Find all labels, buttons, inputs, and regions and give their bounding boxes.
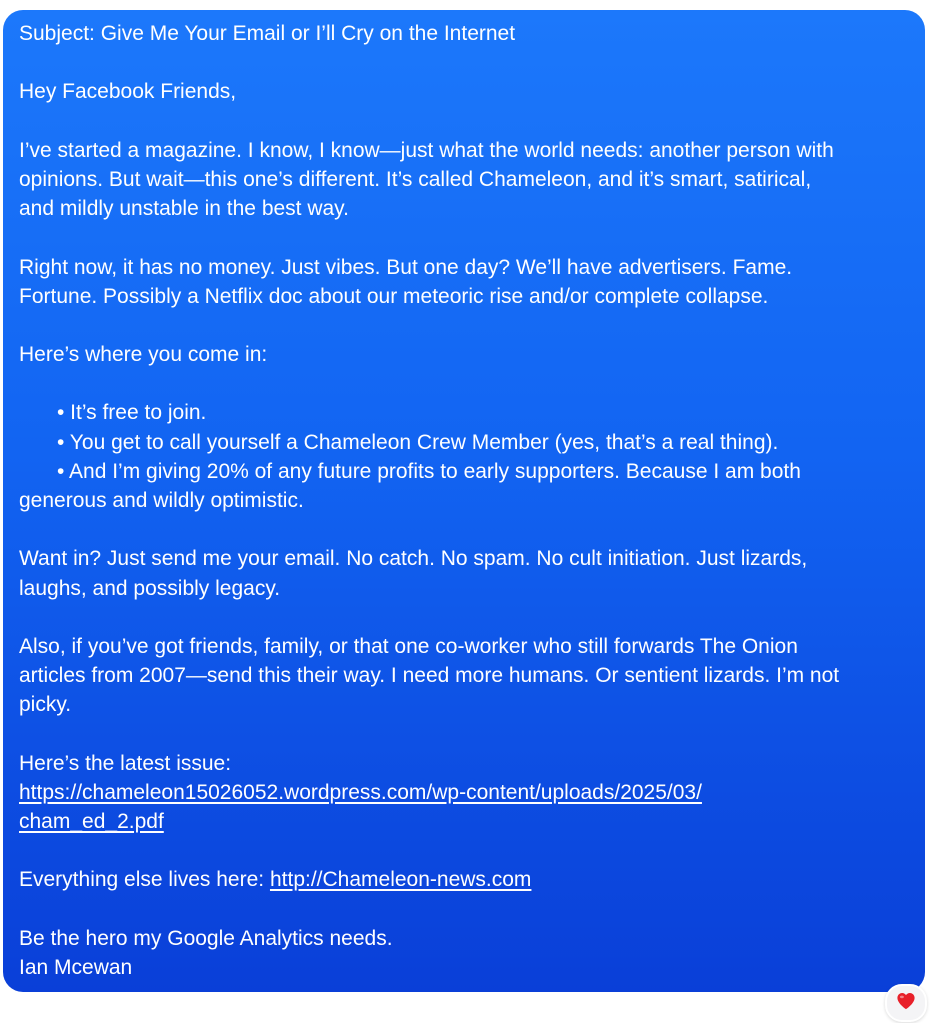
paragraph-line: I’ve started a magazine. I know, I know—just what the world needs: another person with: [19, 138, 834, 162]
subject-line: Subject: Give Me Your Email or I’ll Cry on the Internet: [19, 22, 516, 45]
paragraph-line: picky.: [19, 693, 72, 717]
paragraph-line: and mildly unstable in the best way.: [19, 197, 349, 221]
spacer: [19, 515, 911, 544]
reaction-badge[interactable]: [885, 984, 927, 1022]
paragraph-line: opinions. But wait—this one’s different. It’s called Chameleon, and it’s smart, satirical,: [19, 167, 812, 191]
greeting: Hey Facebook Friends,: [19, 80, 237, 104]
paragraph-line: Want in? Just send me your email. No catch. No spam. No cult initiation. Just lizards,: [19, 547, 808, 571]
paragraph-line: articles from 2007—send this their way. I need more humans. Or sentient lizards. I’m not: [19, 664, 840, 688]
bullet-continuation: generous and wildly optimistic.: [19, 489, 304, 512]
spacer: [19, 311, 911, 340]
spacer: [19, 603, 911, 632]
spacer: [19, 720, 911, 749]
spacer: [19, 223, 911, 252]
spacer: [19, 836, 911, 865]
paragraph-line: Right now, it has no money. Just vibes. But one day? We’ll have advertisers. Fame.: [19, 255, 793, 279]
bullet-item: • It’s free to join.: [57, 401, 207, 425]
issue-label: Here’s the latest issue:: [19, 751, 232, 775]
bullet-item: • You get to call yourself a Chameleon Crew Member (yes, that’s a real thing).: [57, 430, 779, 454]
spacer: [19, 895, 911, 924]
closing-line: Be the hero my Google Analytics needs.: [19, 926, 393, 950]
message-bubble[interactable]: [3, 10, 925, 992]
bullet-item: • And I’m giving 20% of any future profits to early supporters. Because I am both: [57, 459, 801, 483]
paragraph-line: Here’s where you come in:: [19, 343, 268, 367]
spacer: [19, 107, 911, 136]
paragraph-line: Also, if you’ve got friends, family, or that one co-worker who still forwards The Onion: [19, 634, 798, 658]
website-label: Everything else lives here:: [19, 868, 270, 892]
spacer: [19, 48, 911, 77]
paragraph-line: laughs, and possibly legacy.: [19, 576, 281, 600]
signature: Ian Mcewan: [19, 956, 133, 979]
spacer: [19, 369, 911, 398]
issue-pdf-link-continued[interactable]: cham_ed_2.pdf: [19, 810, 164, 834]
paragraph-line: Fortune. Possibly a Netflix doc about our meteoric rise and/or complete collapse.: [19, 284, 769, 308]
website-link[interactable]: http://Chameleon-news.com: [269, 868, 532, 892]
heart-icon: [896, 992, 916, 1015]
issue-pdf-link[interactable]: https://chameleon15026052.wordpress.com/wp-content/uploads/2025/03/: [19, 780, 702, 804]
